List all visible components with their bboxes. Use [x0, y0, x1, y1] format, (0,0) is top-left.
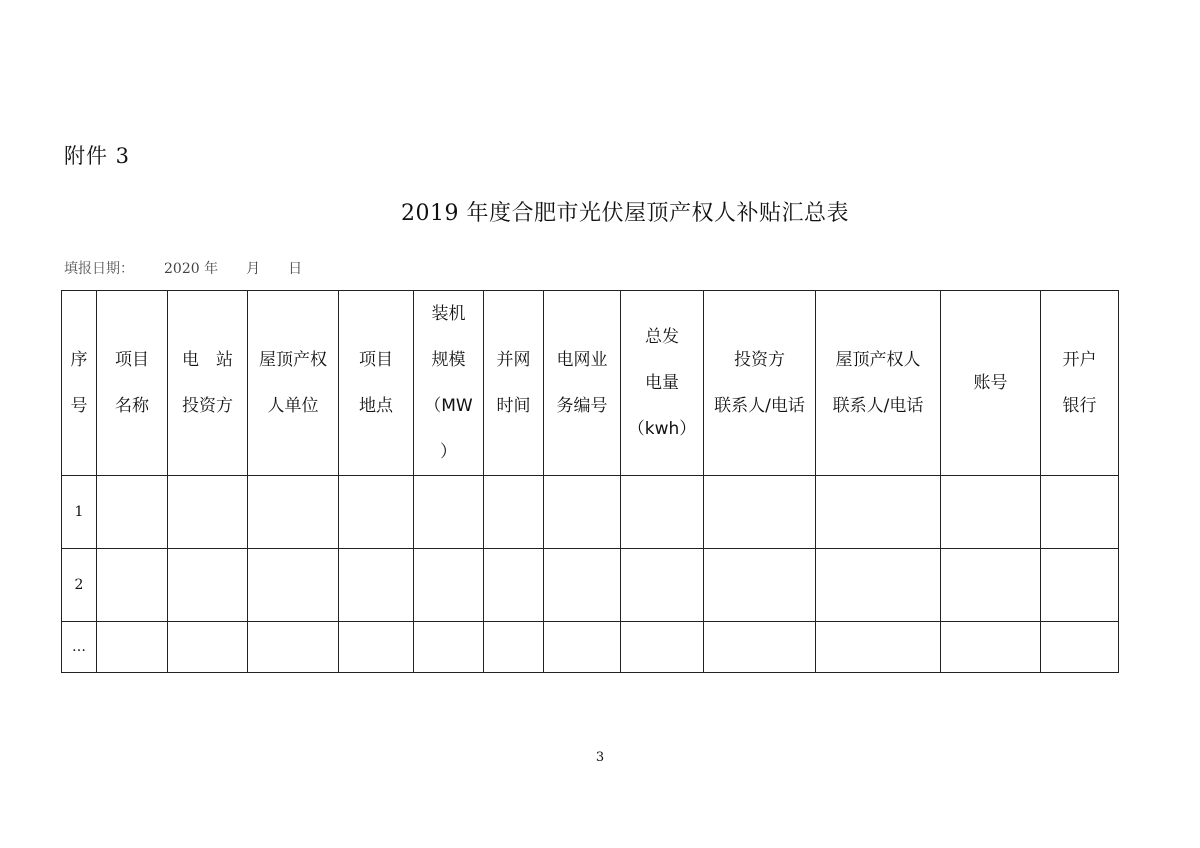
fill-date — [64, 258, 302, 278]
header-cell: 项目 地点 — [339, 291, 414, 476]
table-cell[interactable] — [816, 622, 941, 673]
table-cell[interactable] — [1041, 549, 1119, 622]
table-cell[interactable] — [414, 622, 484, 673]
fill-date-label: 填报日期： — [64, 261, 134, 277]
header-cell: 项目 名称 — [97, 291, 168, 476]
document-title: 2019 年度合肥市光伏屋顶产权人补贴汇总表 — [401, 201, 849, 226]
header-cell: 装机 规模 （MW ） — [414, 291, 484, 476]
table-cell[interactable] — [484, 549, 544, 622]
header-cell: 序 号 — [62, 291, 97, 476]
header-cell: 电 站 投资方 — [168, 291, 248, 476]
table-cell[interactable] — [544, 622, 621, 673]
header-cell: 投资方 联系人/电话 — [704, 291, 816, 476]
fill-date-year: 2020 年 — [164, 261, 219, 277]
table-cell[interactable] — [1041, 622, 1119, 673]
header-cell: 总发 电量 （kwh） — [621, 291, 704, 476]
fill-date-day: 日 — [288, 261, 303, 277]
table-cell[interactable] — [621, 622, 704, 673]
table-cell[interactable] — [248, 549, 339, 622]
table-cell[interactable] — [339, 622, 414, 673]
table-cell[interactable] — [168, 622, 248, 673]
table-cell[interactable] — [168, 549, 248, 622]
table-cell[interactable] — [816, 476, 941, 549]
fill-date-month: 月 — [246, 261, 261, 277]
table-cell[interactable] — [1041, 476, 1119, 549]
table-cell[interactable] — [97, 476, 168, 549]
table-cell[interactable] — [941, 622, 1041, 673]
table-row — [62, 622, 1119, 673]
table-cell[interactable] — [941, 476, 1041, 549]
table-cell[interactable] — [248, 622, 339, 673]
table-cell[interactable] — [339, 549, 414, 622]
table-cell[interactable] — [704, 549, 816, 622]
table-cell[interactable] — [484, 622, 544, 673]
table-cell[interactable] — [544, 476, 621, 549]
table-cell[interactable] — [97, 622, 168, 673]
attachment-label: 附件 3 — [64, 144, 131, 168]
table-cell[interactable] — [621, 549, 704, 622]
table-cell[interactable] — [941, 549, 1041, 622]
table-cell[interactable] — [414, 549, 484, 622]
table-cell[interactable] — [704, 622, 816, 673]
header-cell: 并网 时间 — [484, 291, 544, 476]
header-cell: 电网业 务编号 — [544, 291, 621, 476]
table-cell[interactable] — [339, 476, 414, 549]
header-cell: 屋顶产权人 联系人/电话 — [816, 291, 941, 476]
table-cell[interactable] — [704, 476, 816, 549]
table-cell: 2 — [62, 549, 97, 622]
header-cell: 账号 — [941, 291, 1041, 476]
table-row — [62, 549, 1119, 622]
table-row — [62, 476, 1119, 549]
table-cell: … — [62, 622, 97, 673]
table-cell[interactable] — [97, 549, 168, 622]
table-cell: 1 — [62, 476, 97, 549]
page-number: 3 — [595, 750, 605, 765]
header-cell: 开户 银行 — [1041, 291, 1119, 476]
table-cell[interactable] — [621, 476, 704, 549]
table-cell[interactable] — [248, 476, 339, 549]
header-row — [62, 291, 1119, 476]
table-cell[interactable] — [544, 549, 621, 622]
header-cell: 屋顶产权 人单位 — [248, 291, 339, 476]
summary-table — [61, 290, 1119, 673]
table-cell[interactable] — [816, 549, 941, 622]
table-cell[interactable] — [414, 476, 484, 549]
table-cell[interactable] — [484, 476, 544, 549]
table-cell[interactable] — [168, 476, 248, 549]
